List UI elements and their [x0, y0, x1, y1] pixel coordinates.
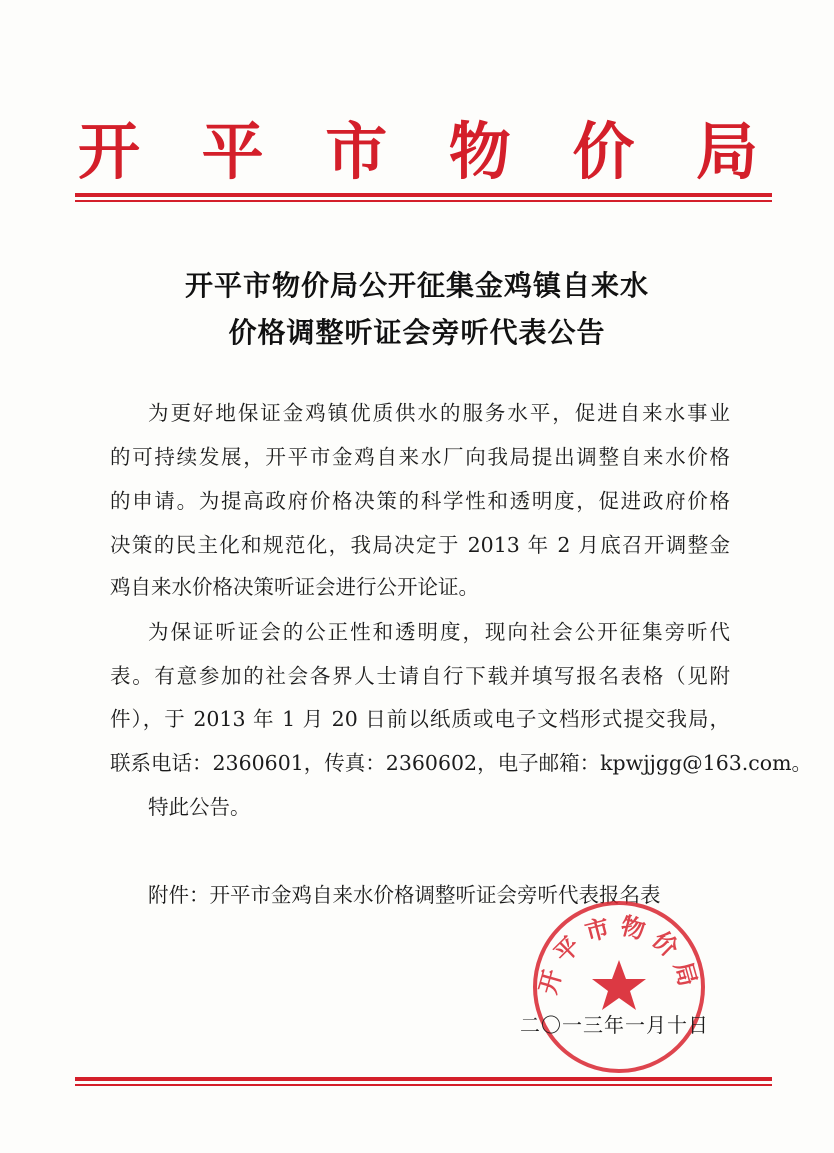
body-line: 决策的民主化和规范化，我局决定于 2013 年 2 月底召开调整金: [110, 533, 730, 557]
header-char: 物: [448, 115, 511, 188]
body-line: 鸡自来水价格决策听证会进行公开论证。: [110, 575, 479, 599]
body-line: 联系电话：2360601，传真：2360602，电子邮箱：kpwjjgg@163.com。: [110, 751, 813, 775]
doc-title-line2: 价格调整听证会旁听代表公告: [228, 316, 606, 349]
closing-line: 特此公告。: [148, 795, 251, 819]
header-char: 市: [325, 115, 388, 188]
official-seal-icon: [530, 898, 708, 1076]
header-char: 平: [201, 115, 264, 188]
issue-date: 二〇一三年一月十日: [520, 1013, 709, 1037]
footer-rule-thick: [75, 1077, 772, 1081]
body-line: 表。有意参加的社会各界人士请自行下载并填写报名表格（见附: [110, 664, 730, 688]
body-line: 为更好地保证金鸡镇优质供水的服务水平，促进自来水事业: [148, 401, 730, 425]
body-line: 为保证听证会的公正性和透明度，现向社会公开征集旁听代: [148, 620, 730, 644]
header-char: 开: [78, 115, 141, 188]
header-char: 局: [695, 115, 758, 188]
header-char: 价: [572, 115, 635, 188]
footer-rule-thin: [75, 1084, 772, 1086]
seal-text: 开平市物价局: [533, 911, 705, 998]
body-line: 的申请。为提高政府价格决策的科学性和透明度，促进政府价格: [110, 489, 730, 513]
body-line: 件），于 2013 年 1 月 20 日前以纸质或电子文档形式提交我局，: [110, 707, 730, 731]
doc-title-line1: 开平市物价局公开征集金鸡镇自来水: [184, 269, 649, 302]
header-rule-thin: [75, 200, 772, 202]
body-line: 的可持续发展，开平市金鸡自来水厂向我局提出调整自来水价格: [110, 445, 730, 469]
issuer-header: [78, 112, 758, 192]
attachment-line: 附件：开平市金鸡自来水价格调整听证会旁听代表报名表: [148, 883, 661, 907]
header-rule-thick: [75, 193, 772, 197]
